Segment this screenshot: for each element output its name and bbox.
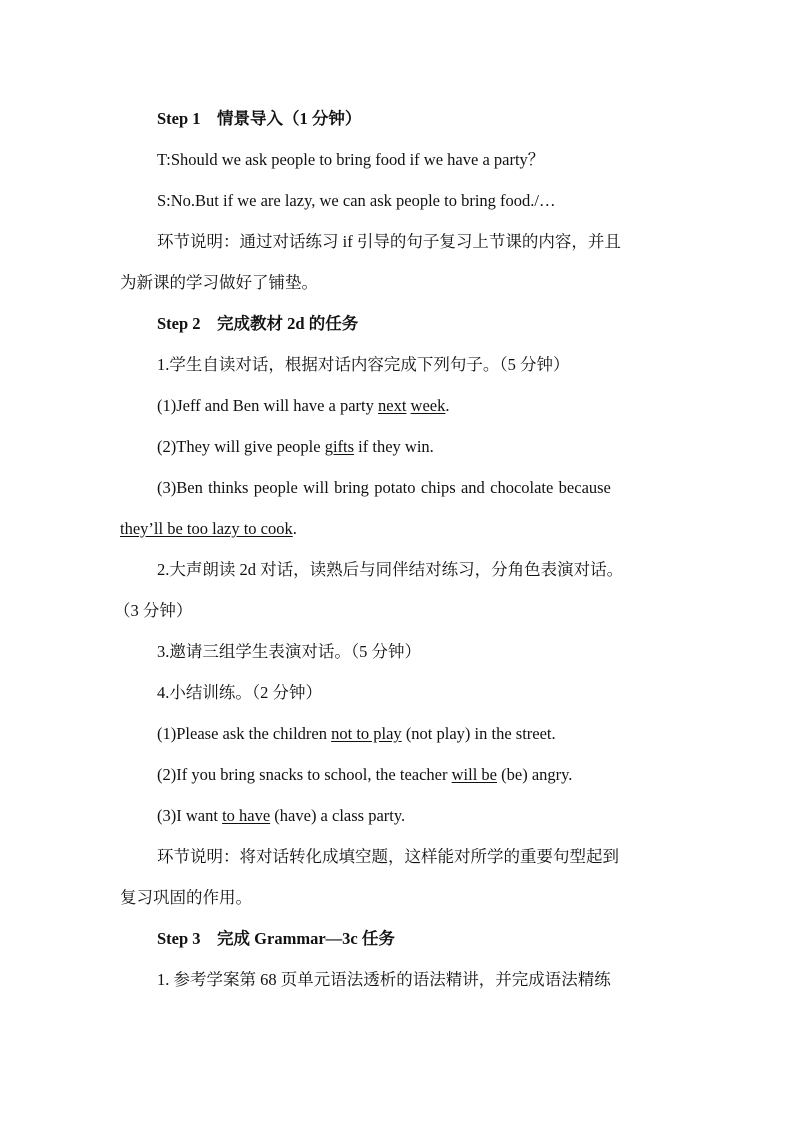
exercise2-end: (be) angry. bbox=[497, 765, 573, 784]
step2-sentence3-line2 bbox=[120, 517, 676, 541]
sentence3-answer: they’ll be too lazy to cook bbox=[120, 519, 293, 538]
step2-sentence2 bbox=[120, 435, 676, 459]
sentence2-answer: gifts bbox=[324, 437, 355, 456]
exercise2 bbox=[120, 763, 676, 787]
sentence2-text: (2)They will give people bbox=[157, 437, 325, 456]
exercise2-text: (2)If you bring snacks to school, the teacher bbox=[157, 765, 452, 784]
step1-student-line: S:No.But if we are lazy, we can ask people to bring food./… bbox=[157, 191, 556, 210]
sentence1-text: (1)Jeff and Ben will have a party bbox=[157, 396, 378, 415]
sentence2-end: if they win. bbox=[354, 437, 434, 456]
exercise1-end: (not play) in the street. bbox=[401, 724, 556, 743]
step3-title: Step 3 完成 Grammar—3c 任务 bbox=[157, 929, 395, 948]
step1-note-line2: 为新课的学习做好了铺垫。 bbox=[120, 273, 318, 292]
sentence1-answer-next: next bbox=[378, 396, 407, 415]
sentence3-end: . bbox=[292, 519, 297, 538]
exercise3-text: (3)I want bbox=[157, 806, 223, 825]
step2-task2-line1: 2.大声朗读 2d 对话，读熟后与同伴结对练习，分角色表演对话。 bbox=[157, 560, 624, 579]
exercise3-end: (have) a class party. bbox=[270, 806, 406, 825]
step2-sentence1 bbox=[120, 394, 676, 418]
document-page bbox=[114, 97, 676, 992]
sentence1-end: . bbox=[445, 396, 450, 415]
exercise2-answer: will be bbox=[451, 765, 497, 784]
step2-task3: 3.邀请三组学生表演对话。（5 分钟） bbox=[157, 642, 421, 661]
exercise3 bbox=[120, 804, 676, 828]
step2-sentence3-line1: (3)Ben thinks people will bring potato chips and chocolate because bbox=[157, 478, 611, 497]
step1-teacher-line: T:Should we ask people to bring food if we have a party？ bbox=[157, 150, 545, 169]
exercise1-answer: not to play bbox=[331, 724, 402, 743]
step1-note-line1: 环节说明：通过对话练习 if 引导的句子复习上节课的内容，并且 bbox=[157, 232, 621, 251]
step2-note-line1: 环节说明：将对话转化成填空题，这样能对所学的重要句型起到 bbox=[157, 847, 619, 866]
step2-task4: 4.小结训练。（2 分钟） bbox=[157, 683, 322, 702]
exercise1-text: (1)Please ask the children bbox=[157, 724, 332, 743]
sentence1-answer-week: week bbox=[410, 396, 446, 415]
step2-title: Step 2 完成教材 2d 的任务 bbox=[157, 314, 359, 333]
step2-task1: 1.学生自读对话，根据对话内容完成下列句子。（5 分钟） bbox=[157, 355, 570, 374]
step2-note-line2: 复习巩固的作用。 bbox=[120, 888, 252, 907]
step3-task1: 1. 参考学案第 68 页单元语法透析的语法精讲，并完成语法精练 bbox=[157, 970, 611, 989]
step1-title: Step 1 情景导入（1 分钟） bbox=[157, 109, 362, 128]
exercise3-answer: to have bbox=[222, 806, 271, 825]
exercise1 bbox=[120, 722, 676, 746]
step2-task2-line2: （3 分钟） bbox=[114, 601, 193, 620]
